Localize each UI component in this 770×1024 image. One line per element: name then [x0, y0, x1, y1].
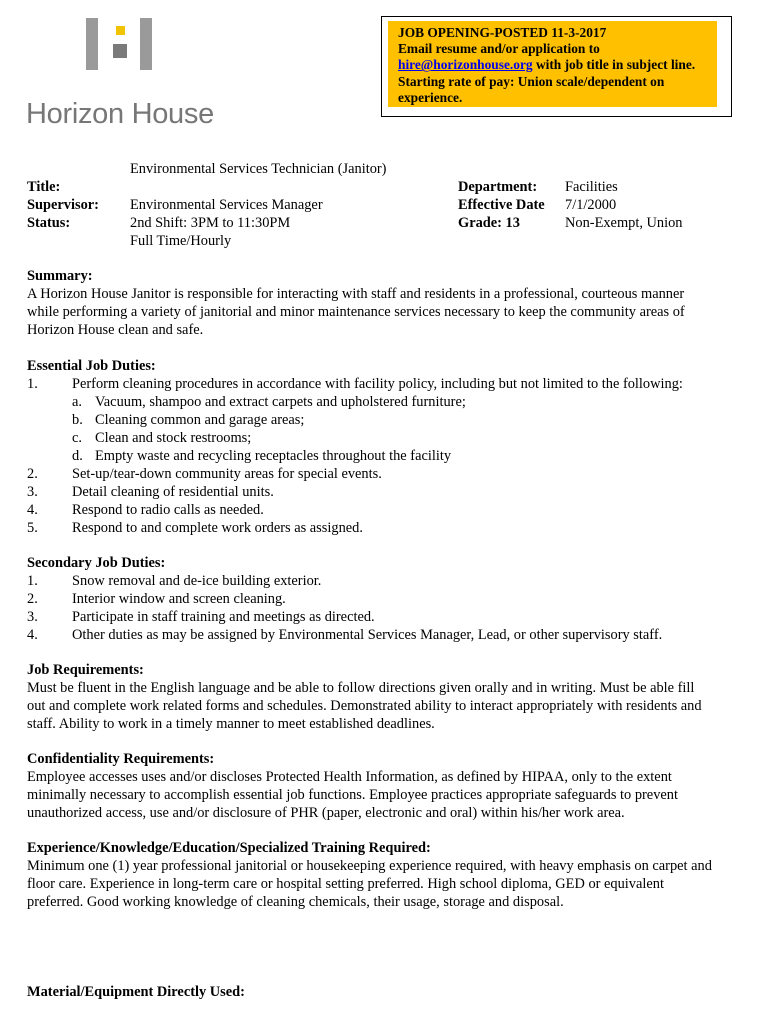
confidentiality-heading: Confidentiality Requirements: [27, 751, 215, 767]
notice-subject-text: with job title in subject line. [532, 57, 696, 73]
essential-subitem [72, 429, 251, 447]
logo-wordmark: Horizon House [26, 98, 214, 130]
secondary-num: 4. [27, 627, 38, 643]
essential-subitem [72, 447, 451, 465]
essential-num: 1. [27, 376, 38, 392]
confidentiality-line: unauthorized access, use and/or disclosure of PHR (paper, electronic and oral) within his/her work area. [27, 805, 625, 821]
job-requirements-text [27, 679, 747, 733]
experience-line: Minimum one (1) year professional janitorial or housekeeping experience required, with heavy emphasis on carpet and [27, 858, 712, 874]
experience-line: floor care. Experience in long-term care or hospital setting preferred. High school diploma, GED or equivalent [27, 876, 664, 892]
sub-letter: a. [72, 394, 82, 410]
essential-item: Respond to and complete work orders as assigned. [72, 520, 363, 536]
department-label: Department: [458, 179, 538, 195]
material-equipment-heading: Material/Equipment Directly Used: [27, 984, 245, 1000]
sub-text: Cleaning common and garage areas; [95, 412, 305, 428]
secondary-num: 3. [27, 609, 38, 625]
summary-heading: Summary: [27, 268, 93, 284]
job-requirements-heading: Job Requirements: [27, 662, 144, 678]
confidentiality-line: Employee accesses uses and/or discloses Protected Health Information, as defined by HIPAA, only to the extent [27, 769, 672, 785]
logo-left-bar [86, 18, 98, 70]
requirements-line: out and complete work related forms and schedules. Demonstrated ability to interact appropriately with residents and [27, 698, 702, 714]
summary-line: A Horizon House Janitor is responsible for interacting with staff and residents in a professional, courteous manner [27, 286, 685, 302]
secondary-num: 2. [27, 591, 38, 607]
title-label: Title: [27, 179, 61, 195]
job-title-value: Environmental Services Technician (Janitor) [130, 161, 387, 177]
logo-bottom-square [113, 44, 127, 58]
experience-line: preferred. Good working knowledge of cleaning chemicals, their usage, storage and disposal. [27, 894, 564, 910]
notice-posted: JOB OPENING-POSTED 11-3-2017 [398, 25, 607, 40]
notice-pay: Starting rate of pay: Union scale/dependent on [398, 73, 665, 89]
essential-num: 5. [27, 520, 38, 536]
summary-text [27, 285, 747, 339]
sub-text: Vacuum, shampoo and extract carpets and upholstered furniture; [95, 394, 466, 410]
essential-subitem [72, 411, 304, 429]
secondary-item: Snow removal and de-ice building exterior. [72, 573, 322, 589]
experience-text [27, 857, 747, 911]
email-link[interactable]: hire@horizonhouse.org [398, 57, 533, 73]
status-type: Full Time/Hourly [130, 233, 232, 249]
secondary-num: 1. [27, 573, 38, 589]
secondary-item: Interior window and screen cleaning. [72, 591, 286, 607]
requirements-line: Must be fluent in the English language and be able to follow directions given orally and in writing. Must be able fill [27, 680, 695, 696]
essential-num: 4. [27, 502, 38, 518]
essential-item: Set-up/tear-down community areas for special events. [72, 466, 382, 482]
status-shift: 2nd Shift: 3PM to 11:30PM [130, 215, 291, 231]
secondary-item: Other duties as may be assigned by Environmental Services Manager, Lead, or other supervisory staff. [72, 627, 663, 643]
essential-subitem [72, 393, 466, 411]
grade-label: Grade: 13 [458, 215, 520, 231]
summary-line: Horizon House clean and safe. [27, 322, 204, 338]
essential-num: 3. [27, 484, 38, 500]
status-label: Status: [27, 215, 71, 231]
sub-letter: c. [72, 430, 82, 446]
notice-pay-cont: experience. [398, 89, 463, 105]
secondary-item: Participate in staff training and meetings as directed. [72, 609, 375, 625]
department-value: Facilities [565, 179, 618, 195]
experience-heading: Experience/Knowledge/Education/Specialized Training Required: [27, 840, 431, 856]
summary-line: while performing a variety of janitorial and minor maintenance services necessary to keep the community areas of [27, 304, 685, 320]
essential-item: Perform cleaning procedures in accordance with facility policy, including but not limited to the following: [72, 376, 683, 392]
job-opening-notice [388, 21, 717, 107]
sub-text: Empty waste and recycling receptacles throughout the facility [95, 448, 452, 464]
grade-value: Non-Exempt, Union [565, 215, 683, 231]
sub-letter: d. [72, 448, 83, 464]
logo-top-square [116, 26, 125, 35]
notice-email-row [398, 57, 707, 73]
essential-num: 2. [27, 466, 38, 482]
sub-letter: b. [72, 412, 83, 428]
supervisor-label: Supervisor: [27, 197, 99, 213]
logo-right-bar [140, 18, 152, 70]
confidentiality-line: minimally necessary to accomplish essential job functions. Employee practices appropriate safeguards to prevent [27, 787, 678, 803]
secondary-duties-heading: Secondary Job Duties: [27, 555, 166, 571]
horizon-house-logo [26, 18, 226, 130]
essential-item: Detail cleaning of residential units. [72, 484, 274, 500]
sub-text: Clean and stock restrooms; [95, 430, 252, 446]
essential-item: Respond to radio calls as needed. [72, 502, 264, 518]
supervisor-value: Environmental Services Manager [130, 197, 323, 213]
notice-email-line: Email resume and/or application to [398, 41, 600, 57]
effective-date-label: Effective Date [458, 197, 545, 213]
confidentiality-text [27, 768, 747, 822]
requirements-line: staff. Ability to work in a timely manner to meet established deadlines. [27, 716, 435, 732]
essential-duties-heading: Essential Job Duties: [27, 358, 156, 374]
effective-date-value: 7/1/2000 [565, 197, 617, 213]
